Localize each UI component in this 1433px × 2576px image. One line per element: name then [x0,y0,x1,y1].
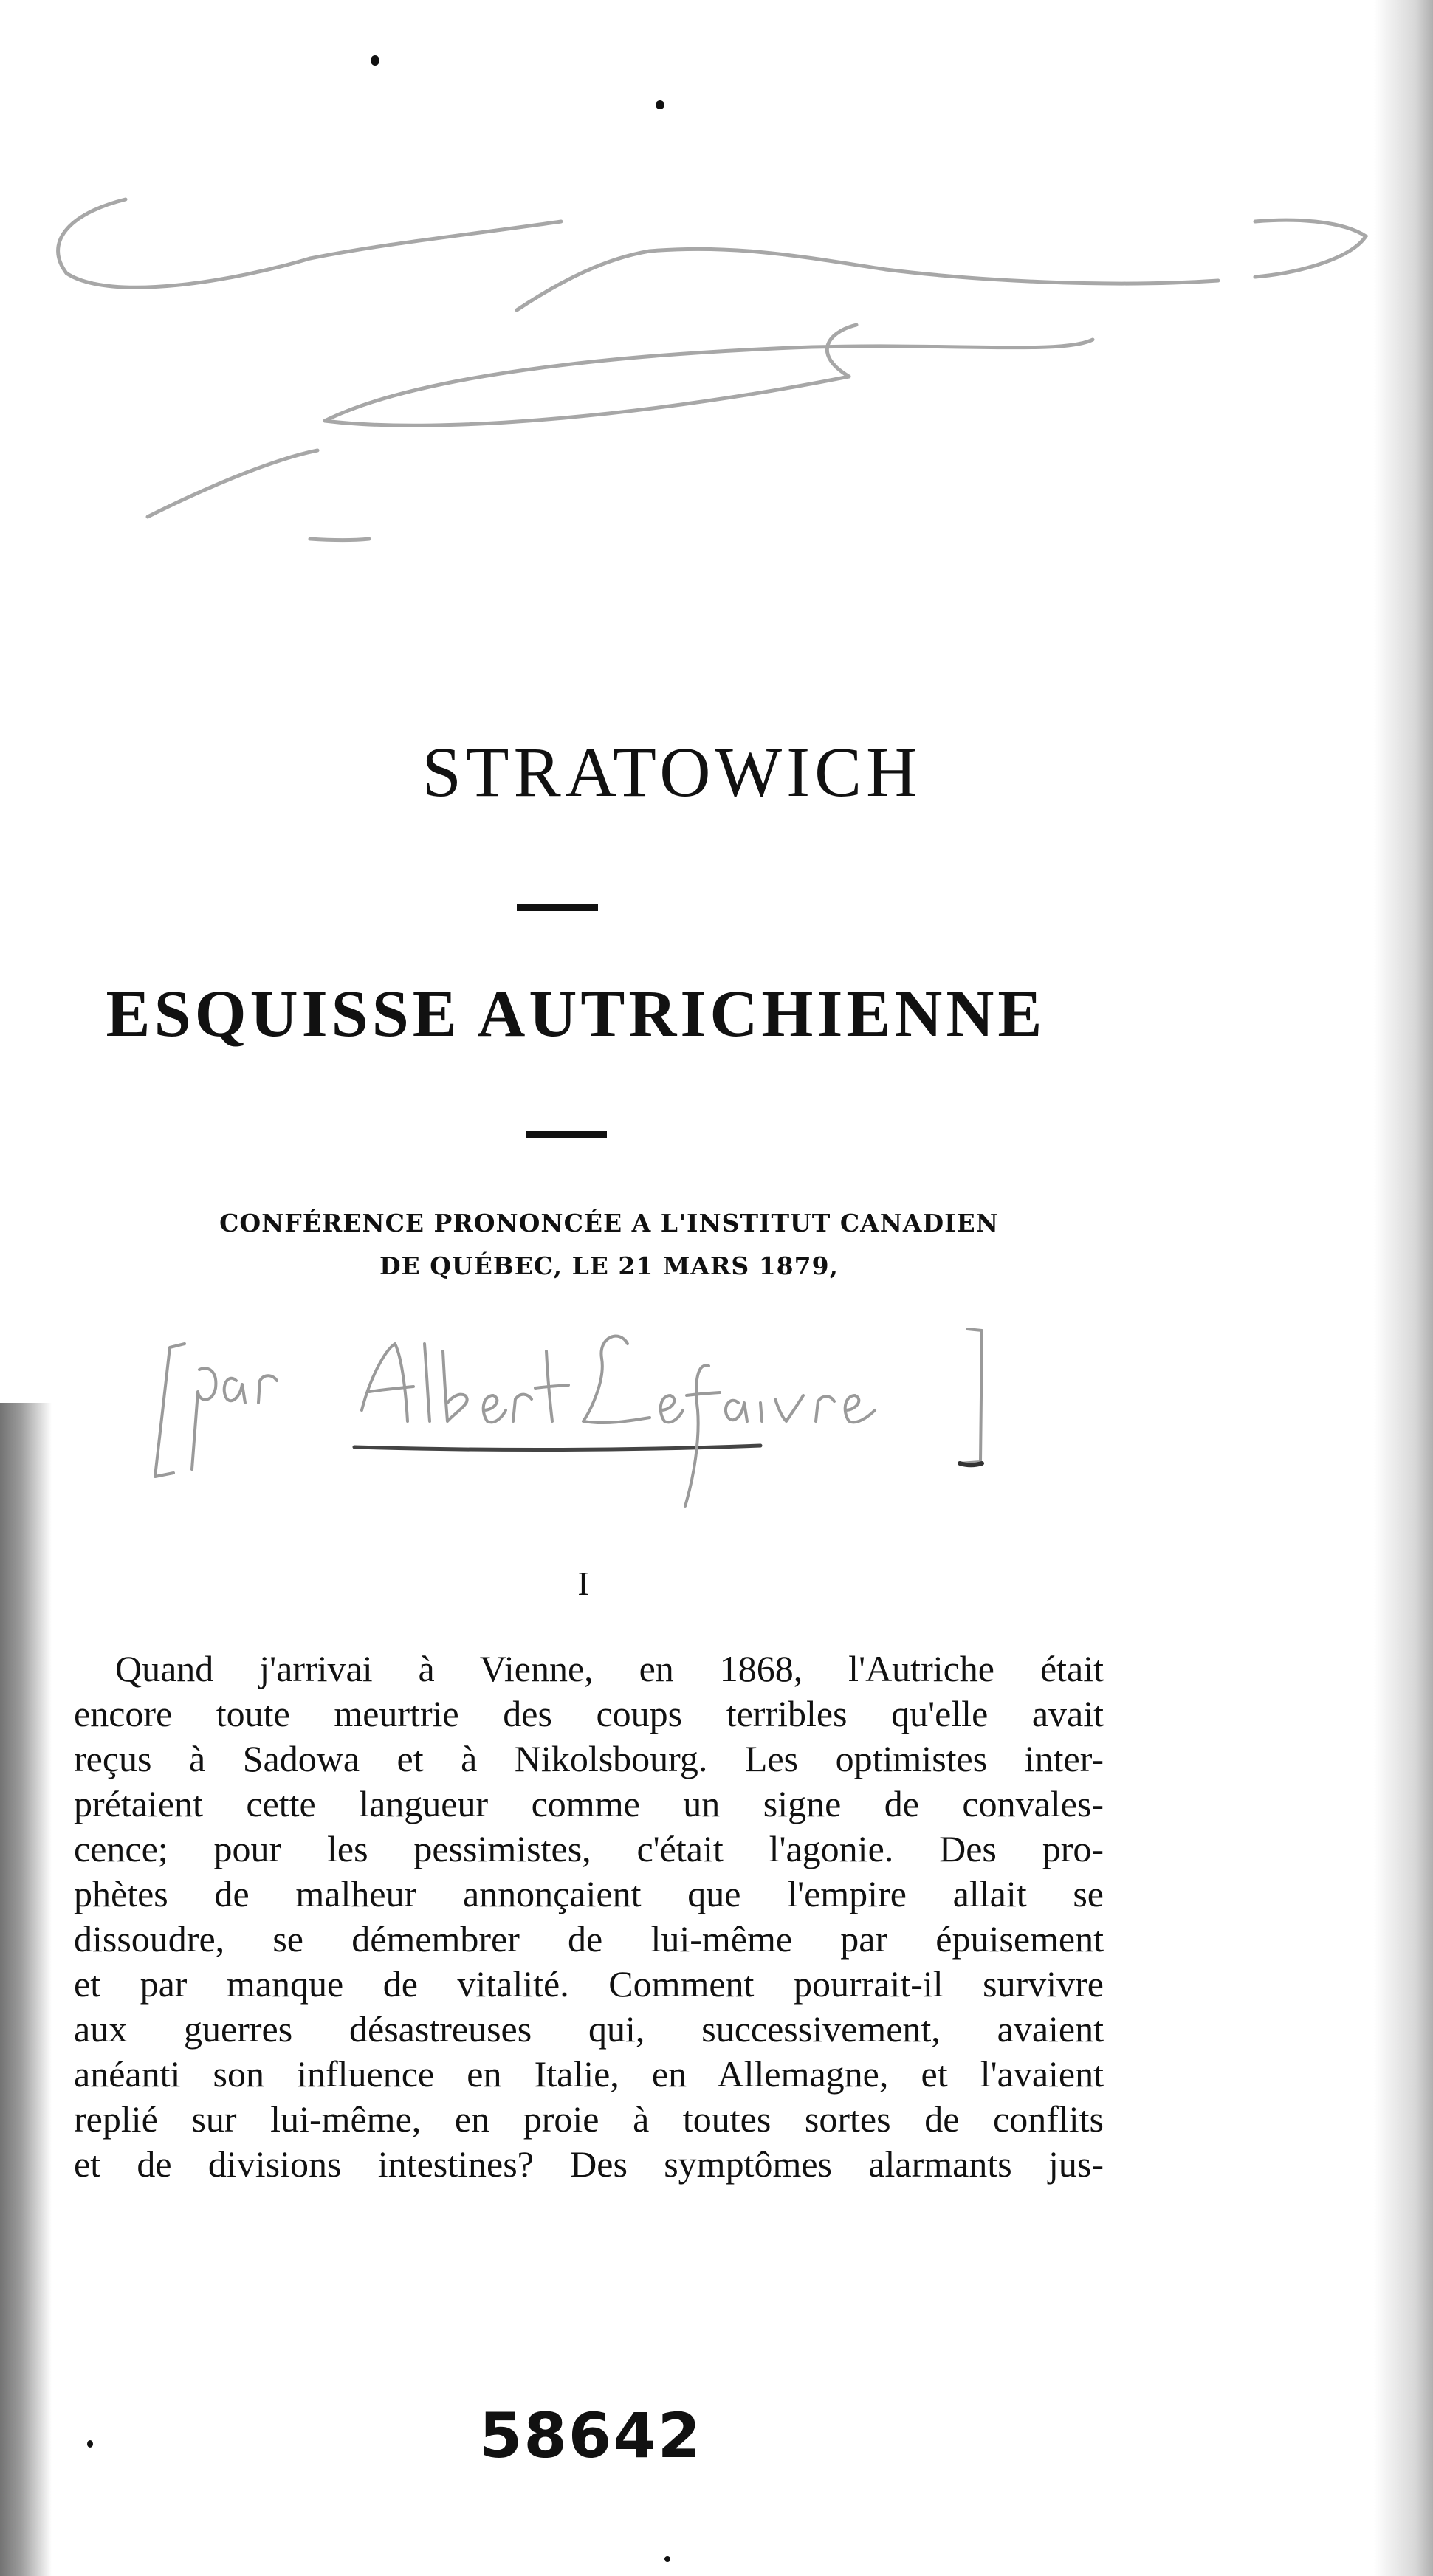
body-line: prétaient cette langueur comme un signe de convales- [74,1783,1104,1824]
scan-left-edge-shadow [0,1403,52,2576]
ink-speck [664,2556,670,2562]
title-divider [517,904,598,911]
handwritten-attribution-signature [148,1299,1034,1521]
body-line: anéanti son influence en Italie, en Allemagne, et l'avaient [74,2053,1104,2095]
body-line: encore toute meurtrie des coups terribles qu'elle avait [74,1693,1104,1734]
body-line: cence; pour les pessimistes, c'était l'agonie. Des pro- [74,1828,1104,1869]
body-line: aux guerres désastreuses qui, successivement, avaient [74,2008,1104,2050]
ink-speck [371,55,379,66]
body-line: phètes de malheur annonçaient que l'empire allait se [74,1873,1104,1914]
body-line: replié sur lui-même, en proie à toutes sortes de conflits [74,2098,1104,2140]
document-title: STRATOWICH [422,732,922,811]
body-line: reçus à Sadowa et à Nikolsbourg. Les optimistes inter- [74,1738,1104,1779]
body-line: et par manque de vitalité. Comment pourrait-il survivre [74,1963,1104,2005]
subtitle-divider [526,1131,607,1138]
conference-line-2: DE QUÉBEC, LE 21 MARS 1879, [379,1251,839,1280]
ink-speck [656,100,664,109]
body-line: Quand j'arrivai à Vienne, en 1868, l'Autriche était [115,1648,1104,1689]
body-line: dissoudre, se démembrer de lui-même par épuisement [74,1918,1104,1960]
conference-note [118,1202,1100,1288]
conference-line-1: CONFÉRENCE PRONONCÉE A L'INSTITUT CANADIEN [219,1209,999,1237]
body-line: et de divisions intestines? Des symptômes alarmants jus- [74,2143,1104,2185]
catalog-number-stamp: 58642 [478,2400,703,2472]
section-numeral: I [577,1565,589,1602]
document-subtitle: ESQUISSE AUTRICHIENNE [106,978,1046,1051]
handwritten-flourish [0,133,1433,591]
body-paragraph [74,1646,1104,2187]
ink-speck [87,2440,93,2448]
